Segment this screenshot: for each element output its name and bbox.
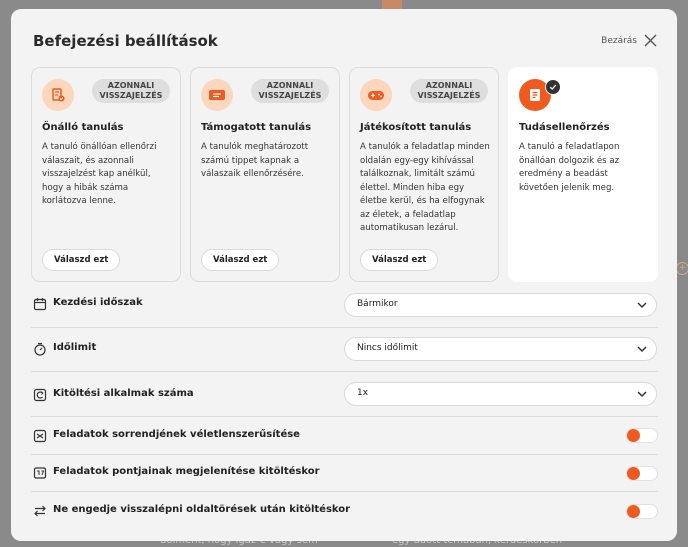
toggle-knob (627, 467, 640, 480)
time-limit-select[interactable] (344, 337, 657, 361)
shuffle-icon (33, 429, 47, 443)
choose-button[interactable]: Válaszd ezt (201, 249, 279, 271)
setting-label: Feladatok pontjainak megjelenítése kitöltéskor (53, 466, 320, 477)
no-back-toggle[interactable] (626, 504, 658, 519)
points-icon (33, 466, 47, 480)
self-check-document-icon (42, 79, 74, 111)
card-title: Önálló tanulás (42, 122, 124, 133)
card-supported-learning[interactable] (190, 67, 340, 282)
repeat-icon (33, 388, 47, 402)
card-self-learning[interactable] (31, 67, 181, 282)
show-points-toggle[interactable] (626, 466, 658, 481)
setting-row-time-limit (31, 327, 658, 372)
close-button[interactable] (601, 34, 657, 47)
card-description: A tanulók a feladatlap minden oldalán egy-egy kihívással találkoznak, limitált számú élettel. Minden hiba egy életbe kerül, és ha elfogynak az életek, a feladatlap automatikusan lezárul. (360, 142, 490, 233)
shuffle-toggle[interactable] (626, 428, 658, 443)
setting-label: Időlimit (53, 342, 97, 353)
close-icon (644, 34, 657, 47)
card-title: Játékosított tanulás (360, 122, 472, 133)
calendar-icon (33, 297, 47, 311)
toggle-knob (627, 505, 640, 518)
toggle-knob (627, 429, 640, 442)
chevron-down-icon (637, 301, 647, 309)
card-description: A tanulók meghatározott számú tippet kapnak a válaszaik ellenőrzésére. (201, 142, 309, 179)
select-value: Bármikor (357, 299, 398, 309)
instant-feedback-badge: AZONNALI VISSZAJELZÉS (92, 79, 170, 103)
card-description: A tanuló önállóan ellenőrzi válaszait, és azonnali visszajelzést kap anélkül, hogy a hibák száma korlátozva lenne. (42, 142, 157, 206)
selected-check-icon (545, 79, 561, 95)
completion-settings-modal (11, 9, 677, 541)
modal-title: Befejezési beállítások (33, 32, 218, 50)
select-value: Nincs időlimit (357, 343, 418, 353)
setting-row-start-period (31, 289, 658, 328)
choose-button[interactable]: Válaszd ezt (360, 249, 438, 271)
card-knowledge-check[interactable] (508, 67, 658, 282)
instant-feedback-badge: AZONNALI VISSZAJELZÉS (251, 79, 329, 103)
setting-row-no-back (31, 491, 658, 529)
gamepad-icon (360, 79, 392, 111)
start-period-select[interactable] (344, 293, 657, 317)
chevron-down-icon (637, 390, 647, 398)
ticket-icon (201, 79, 233, 111)
setting-label: Kitöltési alkalmak száma (53, 388, 194, 399)
backdrop-add-icon: + (676, 262, 688, 275)
backdrop-tab (382, 0, 402, 9)
setting-row-shuffle (31, 416, 658, 455)
setting-row-show-points (31, 454, 658, 492)
card-title: Tudásellenőrzés (519, 122, 610, 133)
select-value: 1x (357, 388, 369, 398)
setting-label: Feladatok sorrendjének véletlenszerűsítése (53, 429, 300, 440)
swap-arrows-icon (33, 504, 47, 518)
chevron-down-icon (637, 345, 647, 353)
setting-label: Ne engedje visszalépni oldaltörések után kitöltéskor (53, 504, 351, 515)
close-label: Bezárás (601, 35, 637, 46)
instant-feedback-badge: AZONNALI VISSZAJELZÉS (410, 79, 488, 103)
card-description: A tanuló a feladatlapon önállóan dolgozik és az eredmény a beadást követően jelenik meg. (519, 142, 620, 193)
setting-label: Kezdési időszak (53, 297, 143, 308)
attempts-select[interactable] (344, 382, 657, 406)
stopwatch-icon (33, 342, 47, 356)
choose-button[interactable]: Válaszd ezt (42, 249, 120, 271)
setting-row-attempts (31, 371, 658, 417)
card-gamified-learning[interactable] (349, 67, 499, 282)
card-title: Támogatott tanulás (201, 122, 312, 133)
